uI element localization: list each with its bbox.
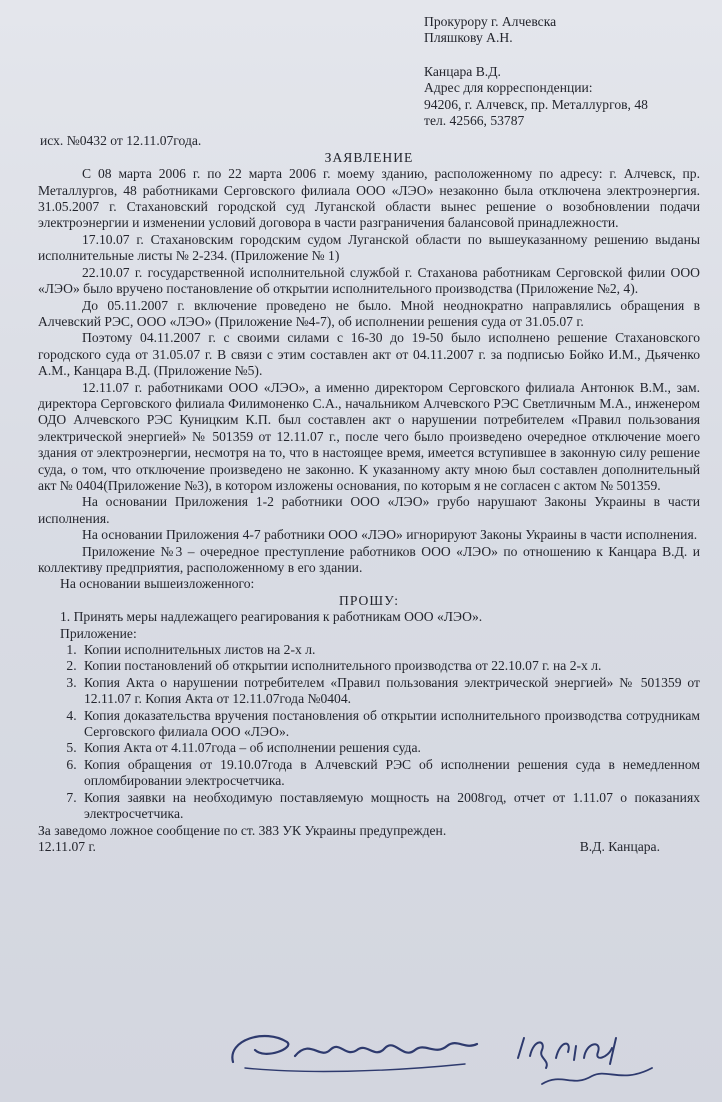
handwritten-date-mark — [512, 1028, 662, 1094]
document-date: 12.11.07 г. — [38, 838, 96, 854]
basis-line: На основании вышеизложенного: — [60, 576, 255, 592]
attachments-list — [38, 642, 700, 822]
paragraph-1: С 08 марта 2006 г. по 22 марта 2006 г. моему зданию, расположенному по адресу: г. Алчевск, пр. Металлургов, 48 работниками Серговского филиала ООО «ЛЭО» незаконно была отключена электроэнергия. 31.05.2007 г. Стахановский городской суд Луганской области вынес решение о возобновлении подачи электроэнергии и изменении условий договора в части разграничения балансовой принадлежности. — [38, 166, 700, 231]
paragraph-6: 12.11.07 г. работниками ООО «ЛЭО», а именно директором Серговского филиала Антонюк В.М., зам. директора Серговского филиала Филимоненко С.А., начальником Алчевского РЭС Светличным М.А., инженером ОДО Алчевского РЭС Куницким К.П. был составлен акт о нарушении потребителем «Правил пользования электрической энергией» № 501359 от 12.11.07 г., после чего было произведено очередное отключение моего здания от электроэнергии, несмотря на то, что в настоящее время, имеется вступившее в законную силу решение суда, о том, что отключение произведено не законно. К указанному акту мною был составлен дополнительный акт № 0404(Приложение №3), в котором изложены основания, по которым я не согласен с актом № 501359. — [38, 379, 700, 493]
sender-name: Канцара В.Д. — [424, 63, 501, 79]
sender-phone: тел. 42566, 53787 — [424, 113, 525, 129]
attachment-item: 1. Копии исполнительных листов на 2-х л. — [80, 642, 700, 658]
attachments-label: Приложение: — [60, 625, 137, 641]
addressee-line-2: Пляшкову А.Н. — [424, 30, 513, 46]
signature-row — [38, 839, 700, 855]
attachment-item: 4. Копия доказательства вручения постановления об открытии исполнительного производства сотрудникам Серговского филиала ООО «ЛЭО». — [80, 708, 700, 741]
warning-line: За заведомо ложное сообщение по ст. 383 УК Украины предупрежден. — [38, 822, 447, 838]
request-title: ПРОШУ: — [339, 592, 399, 608]
attachment-item: 6. Копия обращения от 19.10.07года в Алчевский РЭС об исполнении решения суда в немедленном опломбировании электросчетчика. — [80, 757, 700, 790]
paragraph-3: 22.10.07 г. государственной исполнительной службой г. Стаханова работникам Серговской филии ООО «ЛЭО» было вручено постановление об открытии исполнительного производства (Приложение №2, 4). — [38, 264, 700, 297]
attachment-item: 5. Копия Акта от 4.11.07года – об исполнении решения суда. — [80, 740, 700, 756]
attachment-item: 3. Копия Акта о нарушении потребителем «Правил пользования электрической энергией» № 501359 от 12.11.07 г. Копия Акта от 12.11.07года №0404. — [80, 675, 700, 708]
paragraph-9: Приложение №3 – очередное преступление работников ООО «ЛЭО» по отношению к Канцара В.Д. и коллективу предприятия, расположенному в его здании. — [38, 543, 700, 575]
sender-address: 94206, г. Алчевск, пр. Металлургов, 48 — [424, 96, 648, 112]
paragraph-4: До 05.11.2007 г. включение проведено не было. Мной неоднократно направлялись обращения в Алчевский РЭС, ООО «ЛЭО» (Приложение №4-7), об исполнении решения суда от 31.05.07 г. — [38, 297, 700, 329]
handwritten-signature — [225, 1020, 485, 1080]
addressee-line-1: Прокурору г. Алчевска — [424, 14, 557, 29]
paragraph-5: Поэтому 04.11.2007 г. с своими силами с 16-30 до 19-50 было исполнено решение Стахановского городского суда от 31.05.07 г. В связи с этим составлен акт от 04.11.2007 г. за подписью Бойко И.М., Дьяченко А.М., Канцара В.Д. (Приложение №5). — [38, 330, 700, 379]
paragraph-8: На основании Приложения 4-7 работники ООО «ЛЭО» игнорируют Законы Украины в части исполнения. — [82, 527, 698, 543]
attachment-item: 2. Копии постановлений об открытии исполнительного производства от 22.10.07 г. на 2-х л. — [80, 658, 700, 674]
paragraph-2: 17.10.07 г. Стахановским городским судом Луганской области по вышеуказанному решению выданы исполнительные листы № 2-234. (Приложение № 1) — [38, 231, 700, 264]
sender-address-label: Адрес для корреспонденции: — [424, 80, 593, 96]
outgoing-number: исх. №0432 от 12.11.07года. — [40, 133, 202, 149]
signature-name: В.Д. Канцара. — [579, 838, 660, 854]
request-item: 1. Принять меры надлежащего реагирования к работникам ООО «ЛЭО». — [60, 609, 483, 625]
paragraph-7: На основании Приложения 1-2 работники ООО «ЛЭО» грубо нарушают Законы Украины в части исполнения. — [38, 494, 700, 526]
attachment-item: 7. Копия заявки на необходимую поставляемую мощность на 2008год, отчет от 1.11.07 о показаниях электросчетчика. — [80, 790, 700, 823]
addressee-block — [424, 14, 700, 129]
document-title: ЗАЯВЛЕНИЕ — [324, 149, 414, 165]
